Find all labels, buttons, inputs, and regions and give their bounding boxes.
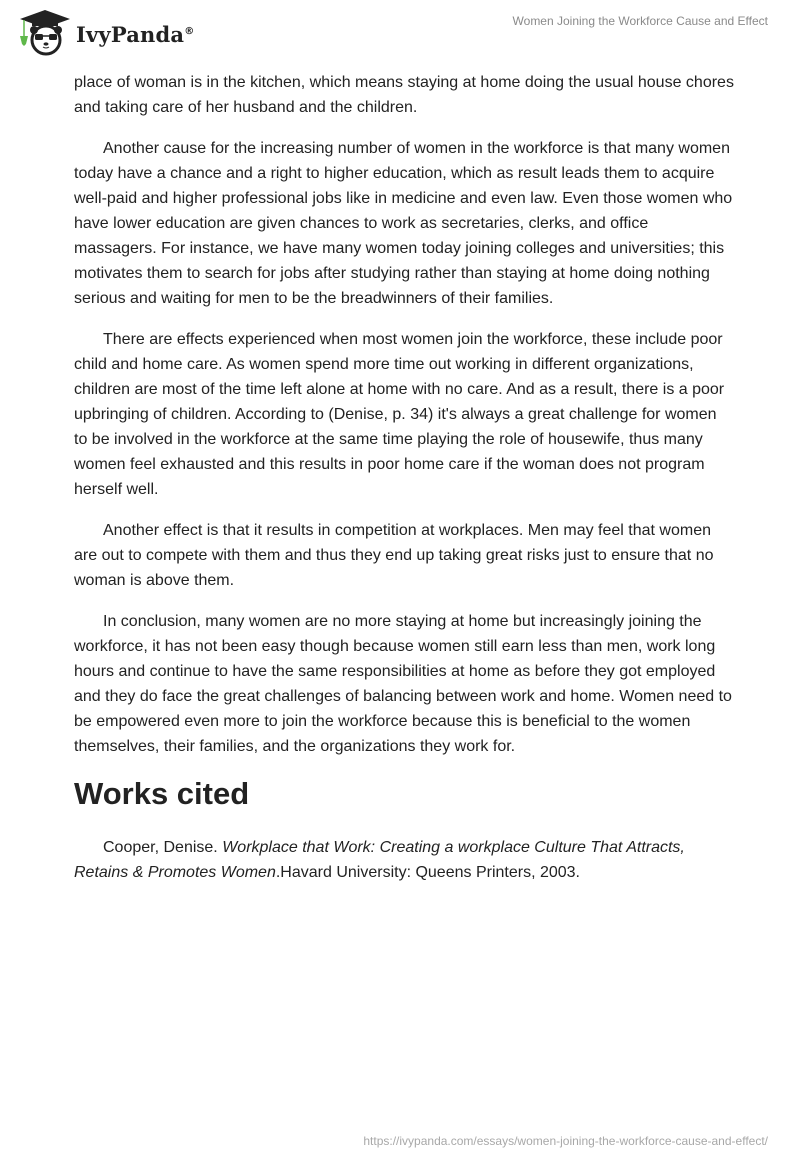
citation-publisher: .Havard University: Queens Printers, 2003. [275, 864, 580, 881]
paragraph: Another effect is that it results in competition at workplaces. Men may feel that women are out to compete with them and thus they end up taking great risks just to ensure that no woman is above them. [74, 522, 714, 589]
page-header [0, 0, 800, 60]
paragraph: place of woman is in the kitchen, which means staying at home doing the usual house chores and taking care of her husband and the children. [74, 74, 734, 116]
citation-entry [74, 835, 734, 885]
registered-mark: ® [184, 25, 195, 37]
citation-title: Workplace that Work: Creating a workplace Culture That Attracts, Retains & Promotes Women [74, 839, 685, 881]
paragraph: In conclusion, many women are no more staying at home but increasingly joining the workforce, it has not been easy though because women still earn less than men, work long hours and continue to have the same responsibilities at home as before they got employed and they do face the great challenges of balancing between work and home. Women need to be empowered even more to join the workforce because this is beneficial to the women themselves, their families, and the organizations they work for. [74, 613, 732, 755]
document-title: Women Joining the Workforce Cause and Effect [512, 14, 768, 28]
panda-graduate-icon [18, 8, 72, 56]
paragraph: There are effects experienced when most women join the workforce, these include poor child and home care. As women spend more time out working in different organizations, children are most of the time left alone at home with no care. And as a result, there is a poor upbringing of children. According to (Denise, p. 34) it's always a great challenge for women to be involved in the workforce at the same time playing the role of housewife, thus many women feel exhausted and this results in poor home care if the woman does not program herself well. [74, 331, 725, 498]
ivypanda-logo[interactable] [18, 8, 194, 56]
source-url-link[interactable]: https://ivypanda.com/essays/women-joining-the-workforce-cause-and-effect/ [363, 1134, 768, 1148]
essay-body [74, 70, 734, 885]
paragraph: Another cause for the increasing number of women in the workforce is that many women today have a chance and a right to higher education, which as result leads them to acquire well-paid and higher professional jobs like in medicine and even law. Even those women who have lower education are given chances to work as secretaries, clerks, and office massagers. For instance, we have many women today joining colleges and universities; this motivates them to search for jobs after studying rather than staying at home doing nothing serious and waiting for men to be the breadwinners of their families. [74, 140, 733, 307]
citation-author: Cooper, Denise. [103, 839, 223, 856]
brand-name: IvyPanda® [76, 21, 195, 47]
works-cited-heading: Works cited [74, 776, 250, 811]
